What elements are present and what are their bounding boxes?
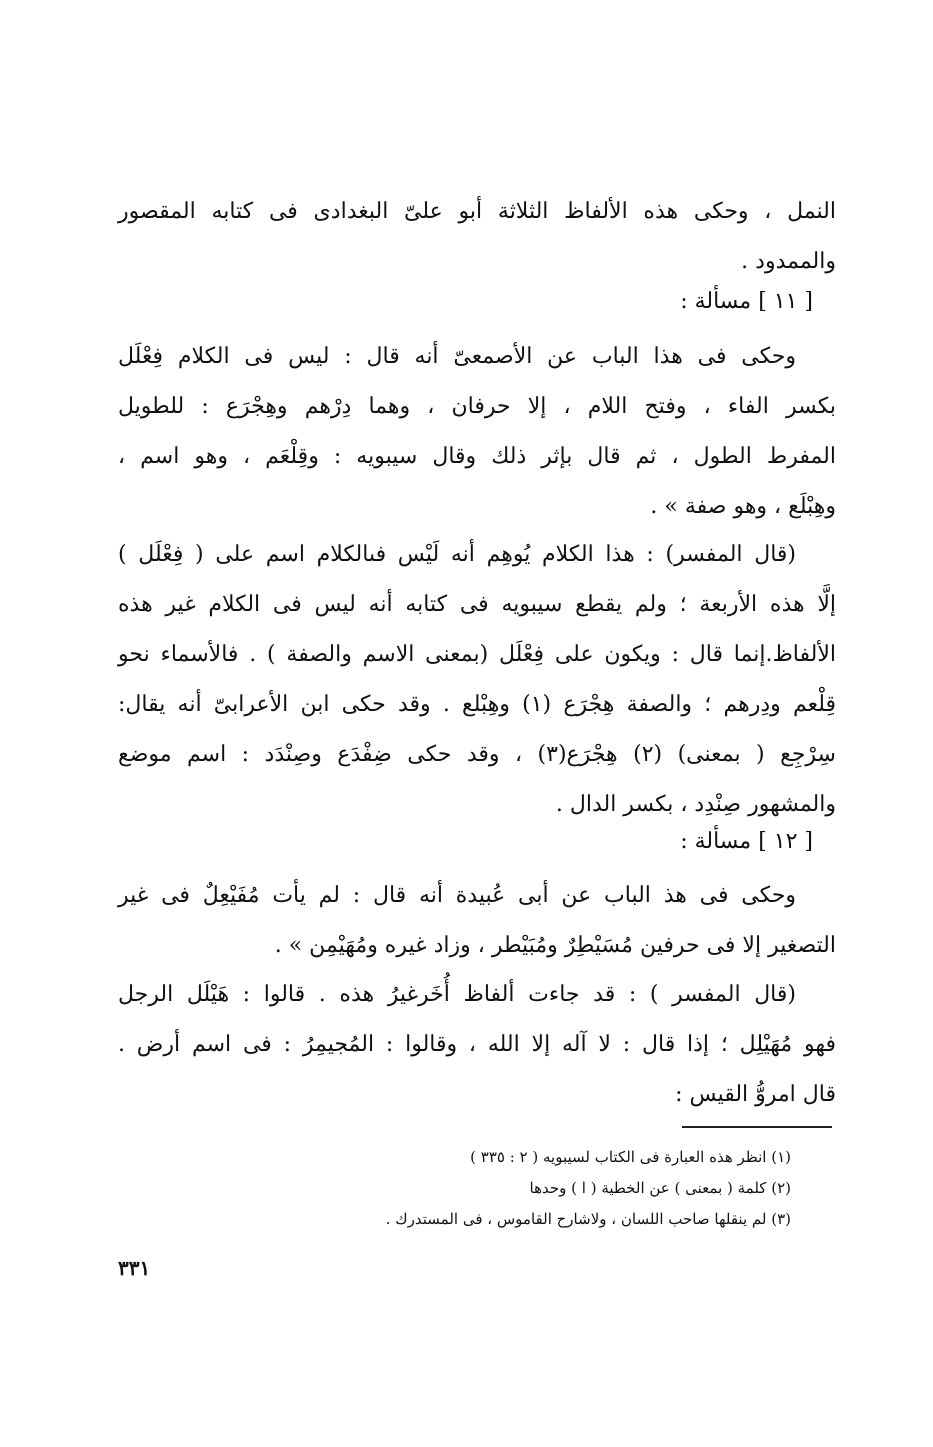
text-line: الألفاظ.إنما قال : ويكون على فِعْلَل (بمعنى الاسم والصفة ) . فالأسماء نحو	[118, 642, 836, 667]
text-line: (قال المفسر ) : قد جاءت ألفاظ أُخَرغيرُ هذه . قالوا : هَيْلَل الرجل	[118, 982, 796, 1007]
footnote: (٣) لم ينقلها صاحب اللسان ، ولاشارح القاموس ، فى المستدرك .	[385, 1210, 791, 1228]
text-line: قال امروُّ القيس :	[675, 1082, 836, 1107]
text-line: التصغير إلا فى حرفين مُسَيْطِرٌ ومُبَيْطر ، وزاد غيره ومُهَيْمِن » .	[274, 933, 836, 958]
section-heading-11: [ ١١ ] مسألة :	[680, 289, 813, 314]
text-line: وحكى فى هذ الباب عن أبى عُبيدة أنه قال : لم يأت مُفَيْعِلٌ فى غير	[118, 883, 796, 908]
text-line: وهِبْلَع ، وهو صفة » .	[650, 494, 836, 519]
footnote-separator	[682, 1126, 832, 1128]
footnote: (٢) كلمة ( بمعنى ) عن الخطية ( ا ) وحدها	[529, 1179, 791, 1197]
page-number: ٣٣١	[118, 1256, 151, 1280]
text-line: النمل ، وحكى هذه الألفاظ الثلاثة أبو علىّ البغدادى فى كتابه المقصور	[118, 199, 836, 224]
text-line: وحكى فى هذا الباب عن الأصمعىّ أنه قال : ليس فى الكلام فِعْلَل	[118, 344, 796, 369]
text-line: والممدود .	[741, 249, 836, 274]
text-line: سِرْجِع ( بمعنى) (٢) هِجْرَع(٣) ، وقد حكى ضِفْدَع وصِنْدَد : اسم موضع	[118, 742, 836, 767]
text-line: والمشهور صِنْدِد ، بكسر الدال .	[555, 792, 836, 817]
text-line: قِلْعم ودِرهم ؛ والصفة هِجْرَع (١) وهِبْلع . وقد حكى ابن الأعرابىّ أنه يقال:	[118, 692, 836, 717]
paragraph-1	[118, 187, 836, 287]
paragraph-2	[118, 332, 836, 532]
paragraph-5	[118, 970, 836, 1120]
paragraph-3	[118, 530, 836, 830]
text-line: فهو مُهَيْلِل ؛ إذا قال : لا آله إلا الله ، وقالوا : المُجيمِرُ : فى اسم أرض .	[118, 1032, 836, 1057]
footnotes	[291, 1142, 791, 1235]
text-line: إلَّا هذه الأربعة ؛ ولم يقطع سيبويه فى كتابه أنه ليس فى الكلام غير هذه	[118, 592, 836, 617]
text-line: بكسر الفاء ، وفتح اللام ، إلا حرفان ، وهما دِرْهم وهِجْرَع : للطويل	[118, 394, 836, 419]
paragraph-4	[118, 871, 836, 971]
text-line: المفرط الطول ، ثم قال بإثر ذلك وقال سيبويه : وقِلْعَم ، وهو اسم ،	[118, 444, 836, 469]
section-heading-12: [ ١٢ ] مسألة :	[680, 829, 813, 854]
text-line: (قال المفسر) : هذا الكلام يُوهِم أنه لَيْس فىالكلام اسم على ( فِعْلَل )	[118, 542, 796, 567]
footnote: (١) انظر هذه العبارة فى الكتاب لسيبويه ( ٢ : ٣٣٥ )	[470, 1148, 791, 1166]
